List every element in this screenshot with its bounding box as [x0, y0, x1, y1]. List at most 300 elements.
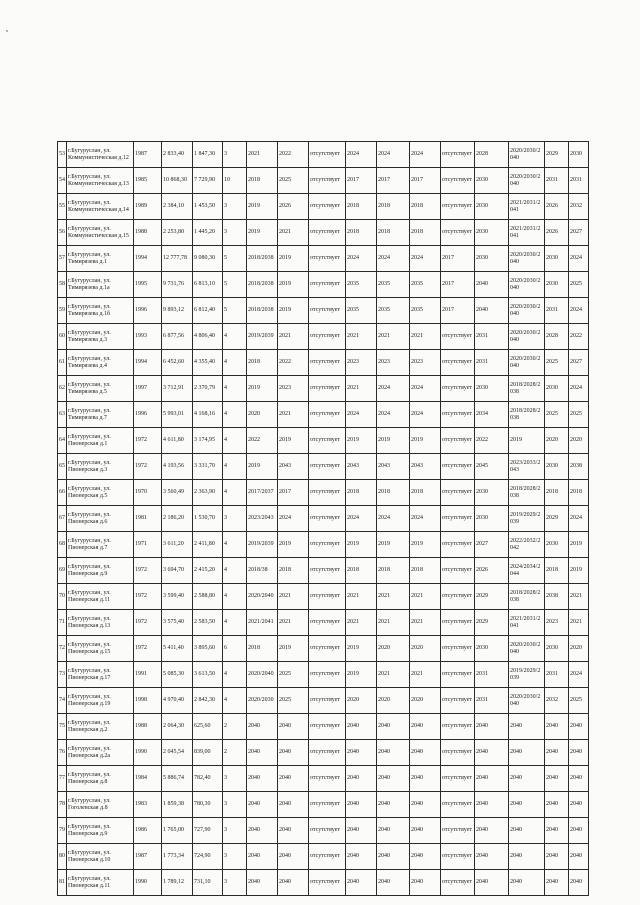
term-f-cell: 2040 — [475, 844, 509, 870]
term-c-cell: 2040 — [346, 844, 377, 870]
count-cell: 4 — [223, 350, 247, 376]
table-row — [58, 454, 589, 480]
table-row — [58, 168, 589, 194]
total-area-cell: 3 694,70 — [162, 558, 193, 584]
total-area-cell: 1 859,38 — [162, 792, 193, 818]
status-a-cell: отсутствует — [309, 168, 346, 194]
term-h-cell: 2024 — [569, 376, 589, 402]
year-built-cell: 1972 — [134, 584, 162, 610]
term-g-cell: 2025 — [545, 350, 569, 376]
address-cell: г.Бугуруслан, ул. Пионерская д.3 — [67, 454, 134, 480]
term-cycle-cell: 2019 — [509, 428, 545, 454]
status-b-cell: 2017 — [441, 272, 475, 298]
status-b-cell: отсутствует — [441, 870, 475, 896]
term-d-cell: 2018 — [377, 558, 410, 584]
count-cell: 3 — [223, 792, 247, 818]
year-built-cell: 1991 — [134, 662, 162, 688]
table-row — [58, 740, 589, 766]
total-area-cell: 2 384,10 — [162, 194, 193, 220]
year-built-cell: 1984 — [134, 766, 162, 792]
table-row — [58, 350, 589, 376]
term-e-cell: 2035 — [410, 298, 441, 324]
total-area-cell: 6 452,60 — [162, 350, 193, 376]
count-cell: 4 — [223, 376, 247, 402]
term-h-cell: 2019 — [569, 558, 589, 584]
term-cycle-cell: 2018/2028/2038 — [509, 480, 545, 506]
term-a-cell: 2020/2030 — [247, 688, 278, 714]
term-c-cell: 2040 — [346, 766, 377, 792]
term-c-cell: 2023 — [346, 350, 377, 376]
term-f-cell: 2040 — [475, 740, 509, 766]
status-b-cell: отсутствует — [441, 714, 475, 740]
term-e-cell: 2040 — [410, 818, 441, 844]
term-d-cell: 2024 — [377, 142, 410, 168]
row-number-cell: 79 — [58, 818, 67, 844]
term-g-cell: 2030 — [545, 272, 569, 298]
status-b-cell: отсутствует — [441, 480, 475, 506]
term-b-cell: 2022 — [278, 350, 309, 376]
term-b-cell: 2025 — [278, 662, 309, 688]
living-area-cell: 2 415,20 — [193, 558, 223, 584]
term-f-cell: 2030 — [475, 168, 509, 194]
table-row — [58, 662, 589, 688]
total-area-cell: 3 611,20 — [162, 532, 193, 558]
status-a-cell: отсутствует — [309, 350, 346, 376]
term-b-cell: 2019 — [278, 428, 309, 454]
term-h-cell: 2024 — [569, 298, 589, 324]
table-row — [58, 584, 589, 610]
row-number-cell: 72 — [58, 636, 67, 662]
address-cell: г.Бугуруслан, ул. Коммунистическая д.14 — [67, 194, 134, 220]
status-b-cell: отсутствует — [441, 610, 475, 636]
row-number-cell: 62 — [58, 376, 67, 402]
term-f-cell: 2040 — [475, 766, 509, 792]
term-cycle-cell: 2021/2031/2041 — [509, 610, 545, 636]
term-g-cell: 2040 — [545, 740, 569, 766]
term-f-cell: 2030 — [475, 506, 509, 532]
table-row — [58, 402, 589, 428]
count-cell: 10 — [223, 168, 247, 194]
term-d-cell: 2035 — [377, 298, 410, 324]
term-e-cell: 2021 — [410, 610, 441, 636]
total-area-cell: 12 777,78 — [162, 246, 193, 272]
status-b-cell: отсутствует — [441, 688, 475, 714]
status-a-cell: отсутствует — [309, 714, 346, 740]
term-b-cell: 2040 — [278, 766, 309, 792]
term-c-cell: 2040 — [346, 740, 377, 766]
row-number-cell: 55 — [58, 194, 67, 220]
term-a-cell: 2020/2040 — [247, 584, 278, 610]
term-cycle-cell: 2020/2030/2040 — [509, 272, 545, 298]
total-area-cell: 5 993,01 — [162, 402, 193, 428]
table-row — [58, 428, 589, 454]
term-b-cell: 2025 — [278, 688, 309, 714]
term-b-cell: 2040 — [278, 870, 309, 896]
status-b-cell: отсутствует — [441, 402, 475, 428]
term-c-cell: 2024 — [346, 142, 377, 168]
address-cell: г.Бугуруслан, ул. Пионерская д.9 — [67, 818, 134, 844]
term-f-cell: 2030 — [475, 376, 509, 402]
term-g-cell: 2025 — [545, 402, 569, 428]
total-area-cell: 2 064,30 — [162, 714, 193, 740]
term-g-cell: 2030 — [545, 454, 569, 480]
row-number-cell: 60 — [58, 324, 67, 350]
term-g-cell: 2020 — [545, 428, 569, 454]
term-cycle-cell: 2019/2029/2039 — [509, 662, 545, 688]
term-a-cell: 2040 — [247, 870, 278, 896]
total-area-cell: 2 186,20 — [162, 506, 193, 532]
term-f-cell: 2030 — [475, 480, 509, 506]
term-g-cell: 2029 — [545, 142, 569, 168]
year-built-cell: 1988 — [134, 714, 162, 740]
term-e-cell: 2040 — [410, 740, 441, 766]
term-g-cell: 2028 — [545, 324, 569, 350]
status-b-cell: отсутствует — [441, 454, 475, 480]
address-cell: г.Бугуруслан, ул. Пионерская д.2 — [67, 714, 134, 740]
status-b-cell: отсутствует — [441, 142, 475, 168]
year-built-cell: 1998 — [134, 688, 162, 714]
term-a-cell: 2019 — [247, 194, 278, 220]
term-a-cell: 2040 — [247, 844, 278, 870]
status-a-cell: отсутствует — [309, 142, 346, 168]
row-number-cell: 56 — [58, 220, 67, 246]
living-area-cell: 3 613,50 — [193, 662, 223, 688]
table-row — [58, 636, 589, 662]
count-cell: 6 — [223, 636, 247, 662]
status-a-cell: отсутствует — [309, 740, 346, 766]
term-h-cell: 2024 — [569, 506, 589, 532]
term-c-cell: 2021 — [346, 376, 377, 402]
term-c-cell: 2021 — [346, 324, 377, 350]
status-a-cell: отсутствует — [309, 220, 346, 246]
term-d-cell: 2024 — [377, 506, 410, 532]
status-a-cell: отсутствует — [309, 506, 346, 532]
term-g-cell: 2038 — [545, 584, 569, 610]
year-built-cell: 1972 — [134, 558, 162, 584]
term-g-cell: 2030 — [545, 376, 569, 402]
term-d-cell: 2040 — [377, 870, 410, 896]
term-e-cell: 2024 — [410, 376, 441, 402]
status-a-cell: отсутствует — [309, 402, 346, 428]
status-a-cell: отсутствует — [309, 870, 346, 896]
year-built-cell: 1971 — [134, 532, 162, 558]
term-g-cell: 2029 — [545, 506, 569, 532]
status-b-cell: отсутствует — [441, 740, 475, 766]
address-cell: г.Бугуруслан, ул. Тимирязева д.3 — [67, 324, 134, 350]
term-cycle-cell: 2020/2030/2040 — [509, 688, 545, 714]
status-b-cell: отсутствует — [441, 584, 475, 610]
living-area-cell: 1 847,30 — [193, 142, 223, 168]
living-area-cell: 4 355,40 — [193, 350, 223, 376]
year-built-cell: 1995 — [134, 272, 162, 298]
term-f-cell: 2030 — [475, 220, 509, 246]
table-row — [58, 298, 589, 324]
term-a-cell: 2018 — [247, 350, 278, 376]
row-number-cell: 65 — [58, 454, 67, 480]
term-a-cell: 2018/2038 — [247, 272, 278, 298]
term-f-cell: 2026 — [475, 558, 509, 584]
term-f-cell: 2030 — [475, 194, 509, 220]
total-area-cell: 2 833,40 — [162, 142, 193, 168]
address-cell: г.Бугуруслан, ул. Пионерская д.11 — [67, 584, 134, 610]
living-area-cell: 7 729,90 — [193, 168, 223, 194]
table-row — [58, 870, 589, 896]
status-a-cell: отсутствует — [309, 818, 346, 844]
term-g-cell: 2030 — [545, 636, 569, 662]
term-b-cell: 2019 — [278, 298, 309, 324]
term-h-cell: 2038 — [569, 454, 589, 480]
term-g-cell: 2040 — [545, 714, 569, 740]
table-row — [58, 506, 589, 532]
total-area-cell: 1 789,12 — [162, 870, 193, 896]
status-b-cell: отсутствует — [441, 168, 475, 194]
living-area-cell: 6 813,10 — [193, 272, 223, 298]
term-c-cell: 2040 — [346, 714, 377, 740]
term-b-cell: 2024 — [278, 506, 309, 532]
term-a-cell: 2018 — [247, 168, 278, 194]
term-e-cell: 2018 — [410, 558, 441, 584]
term-c-cell: 2040 — [346, 870, 377, 896]
term-e-cell: 2040 — [410, 844, 441, 870]
address-cell: г.Бугуруслан, ул. Пионерская д.7 — [67, 532, 134, 558]
total-area-cell: 3 599,40 — [162, 584, 193, 610]
term-c-cell: 2017 — [346, 168, 377, 194]
term-e-cell: 2018 — [410, 194, 441, 220]
term-f-cell: 2040 — [475, 272, 509, 298]
term-b-cell: 2040 — [278, 844, 309, 870]
term-e-cell: 2040 — [410, 792, 441, 818]
total-area-cell: 6 877,56 — [162, 324, 193, 350]
address-cell: г.Бугуруслан, ул. Коммунистическая д.15 — [67, 220, 134, 246]
living-area-cell: 724,90 — [193, 844, 223, 870]
year-built-cell: 1993 — [134, 324, 162, 350]
term-cycle-cell: 2018/2028/2038 — [509, 584, 545, 610]
term-h-cell: 2025 — [569, 688, 589, 714]
living-area-cell: 1 453,50 — [193, 194, 223, 220]
term-cycle-cell: 2020/2030/2040 — [509, 168, 545, 194]
row-number-cell: 66 — [58, 480, 67, 506]
term-d-cell: 2020 — [377, 636, 410, 662]
table-row — [58, 246, 589, 272]
total-area-cell: 2 253,80 — [162, 220, 193, 246]
row-number-cell: 59 — [58, 298, 67, 324]
term-c-cell: 2021 — [346, 610, 377, 636]
term-f-cell: 2030 — [475, 636, 509, 662]
living-area-cell: 780,30 — [193, 792, 223, 818]
term-g-cell: 2030 — [545, 246, 569, 272]
term-d-cell: 2040 — [377, 714, 410, 740]
term-g-cell: 2018 — [545, 480, 569, 506]
count-cell: 3 — [223, 818, 247, 844]
term-cycle-cell: 2020/2030/2040 — [509, 298, 545, 324]
total-area-cell: 1 773,34 — [162, 844, 193, 870]
term-c-cell: 2019 — [346, 662, 377, 688]
term-cycle-cell: 2020/2030/2040 — [509, 246, 545, 272]
term-g-cell: 2030 — [545, 532, 569, 558]
living-area-cell: 2 370,79 — [193, 376, 223, 402]
table-row — [58, 376, 589, 402]
term-h-cell: 2020 — [569, 428, 589, 454]
term-f-cell: 2031 — [475, 350, 509, 376]
term-a-cell: 2040 — [247, 714, 278, 740]
address-cell: г.Бугуруслан, ул. Тимирязева д.1б — [67, 298, 134, 324]
status-b-cell: отсутствует — [441, 324, 475, 350]
term-f-cell: 2040 — [475, 298, 509, 324]
count-cell: 4 — [223, 480, 247, 506]
table-row — [58, 142, 589, 168]
count-cell: 3 — [223, 506, 247, 532]
term-f-cell: 2034 — [475, 402, 509, 428]
year-built-cell: 1990 — [134, 740, 162, 766]
term-g-cell: 2040 — [545, 818, 569, 844]
term-c-cell: 2019 — [346, 636, 377, 662]
term-b-cell: 2021 — [278, 584, 309, 610]
term-a-cell: 2040 — [247, 818, 278, 844]
term-b-cell: 2022 — [278, 142, 309, 168]
term-c-cell: 2018 — [346, 194, 377, 220]
term-d-cell: 2040 — [377, 740, 410, 766]
row-number-cell: 58 — [58, 272, 67, 298]
year-built-cell: 1988 — [134, 220, 162, 246]
term-e-cell: 2019 — [410, 532, 441, 558]
term-a-cell: 2040 — [247, 766, 278, 792]
status-a-cell: отсутствует — [309, 428, 346, 454]
year-built-cell: 1990 — [134, 870, 162, 896]
term-cycle-cell: 2021/2031/2041 — [509, 194, 545, 220]
living-area-cell: 782,40 — [193, 766, 223, 792]
term-b-cell: 2021 — [278, 402, 309, 428]
table-row — [58, 792, 589, 818]
term-b-cell: 2040 — [278, 792, 309, 818]
term-d-cell: 2017 — [377, 168, 410, 194]
term-h-cell: 2040 — [569, 792, 589, 818]
row-number-cell: 75 — [58, 714, 67, 740]
term-b-cell: 2043 — [278, 454, 309, 480]
count-cell: 4 — [223, 610, 247, 636]
status-a-cell: отсутствует — [309, 246, 346, 272]
term-h-cell: 2018 — [569, 480, 589, 506]
count-cell: 3 — [223, 844, 247, 870]
table-row — [58, 714, 589, 740]
term-f-cell: 2040 — [475, 818, 509, 844]
term-h-cell: 2040 — [569, 844, 589, 870]
status-a-cell: отсутствует — [309, 792, 346, 818]
status-b-cell: 2017 — [441, 246, 475, 272]
living-area-cell: 2 411,80 — [193, 532, 223, 558]
count-cell: 3 — [223, 220, 247, 246]
table-row — [58, 532, 589, 558]
term-cycle-cell: 2020/2030/2040 — [509, 324, 545, 350]
address-cell: г.Бугуруслан, ул. Пионерская д.10 — [67, 844, 134, 870]
term-b-cell: 2040 — [278, 818, 309, 844]
address-cell: г.Бугуруслан, ул. Пионерская д.15 — [67, 636, 134, 662]
living-area-cell: 2 363,90 — [193, 480, 223, 506]
living-area-cell: 2 842,30 — [193, 688, 223, 714]
status-b-cell: отсутствует — [441, 558, 475, 584]
term-e-cell: 2020 — [410, 636, 441, 662]
count-cell: 4 — [223, 454, 247, 480]
table-row — [58, 818, 589, 844]
term-d-cell: 2023 — [377, 350, 410, 376]
term-d-cell: 2019 — [377, 428, 410, 454]
status-b-cell: отсутствует — [441, 220, 475, 246]
living-area-cell: 839,00 — [193, 740, 223, 766]
term-f-cell: 2040 — [475, 714, 509, 740]
status-b-cell: отсутствует — [441, 350, 475, 376]
term-e-cell: 2043 — [410, 454, 441, 480]
living-area-cell: 727,90 — [193, 818, 223, 844]
term-cycle-cell: 2018/2028/2038 — [509, 402, 545, 428]
term-cycle-cell: 2021/2031/2041 — [509, 220, 545, 246]
term-a-cell: 2019/2039 — [247, 324, 278, 350]
table-row — [58, 766, 589, 792]
term-e-cell: 2024 — [410, 246, 441, 272]
year-built-cell: 1987 — [134, 844, 162, 870]
status-b-cell: отсутствует — [441, 428, 475, 454]
term-d-cell: 2020 — [377, 688, 410, 714]
status-b-cell: отсутствует — [441, 766, 475, 792]
term-c-cell: 2021 — [346, 584, 377, 610]
term-h-cell: 2040 — [569, 714, 589, 740]
term-g-cell: 2018 — [545, 558, 569, 584]
total-area-cell: 3 575,40 — [162, 610, 193, 636]
address-cell: г.Бугуруслан, ул. Пионерская д.17 — [67, 662, 134, 688]
row-number-cell: 69 — [58, 558, 67, 584]
status-a-cell: отсутствует — [309, 480, 346, 506]
term-g-cell: 2032 — [545, 688, 569, 714]
address-cell: г.Бугуруслан, ул. Тимирязева д.1а — [67, 272, 134, 298]
living-area-cell: 3 895,60 — [193, 636, 223, 662]
total-area-cell: 9 731,76 — [162, 272, 193, 298]
term-cycle-cell: 2023/2033/2043 — [509, 454, 545, 480]
term-h-cell: 2027 — [569, 220, 589, 246]
living-area-cell: 625,60 — [193, 714, 223, 740]
year-built-cell: 1994 — [134, 350, 162, 376]
term-c-cell: 2024 — [346, 506, 377, 532]
address-cell: г.Бугуруслан, ул. Пионерская д.19 — [67, 688, 134, 714]
term-c-cell: 2040 — [346, 818, 377, 844]
table-row — [58, 844, 589, 870]
term-e-cell: 2040 — [410, 714, 441, 740]
term-b-cell: 2040 — [278, 740, 309, 766]
status-b-cell: 2017 — [441, 298, 475, 324]
address-cell: г.Бугуруслан, ул. Пионерская д.1 — [67, 428, 134, 454]
term-h-cell: 2021 — [569, 610, 589, 636]
row-number-cell: 74 — [58, 688, 67, 714]
term-g-cell: 2031 — [545, 168, 569, 194]
address-cell: г.Бугуруслан, ул. Пионерская д.13 — [67, 610, 134, 636]
living-area-cell: 2 583,50 — [193, 610, 223, 636]
term-g-cell: 2040 — [545, 844, 569, 870]
living-area-cell: 731,10 — [193, 870, 223, 896]
term-e-cell: 2021 — [410, 584, 441, 610]
term-c-cell: 2018 — [346, 220, 377, 246]
term-d-cell: 2018 — [377, 480, 410, 506]
row-number-cell: 78 — [58, 792, 67, 818]
scan-speck — [6, 30, 8, 32]
row-number-cell: 70 — [58, 584, 67, 610]
address-cell: г.Бугуруслан, ул. Тимирязева д.4 — [67, 350, 134, 376]
term-g-cell: 2026 — [545, 194, 569, 220]
term-f-cell: 2040 — [475, 792, 509, 818]
term-f-cell: 2028 — [475, 142, 509, 168]
address-cell: г.Бугуруслан, ул. Тимирязева д.7 — [67, 402, 134, 428]
term-e-cell: 2021 — [410, 324, 441, 350]
term-g-cell: 2031 — [545, 298, 569, 324]
term-g-cell: 2031 — [545, 662, 569, 688]
status-b-cell: отсутствует — [441, 194, 475, 220]
count-cell: 4 — [223, 662, 247, 688]
